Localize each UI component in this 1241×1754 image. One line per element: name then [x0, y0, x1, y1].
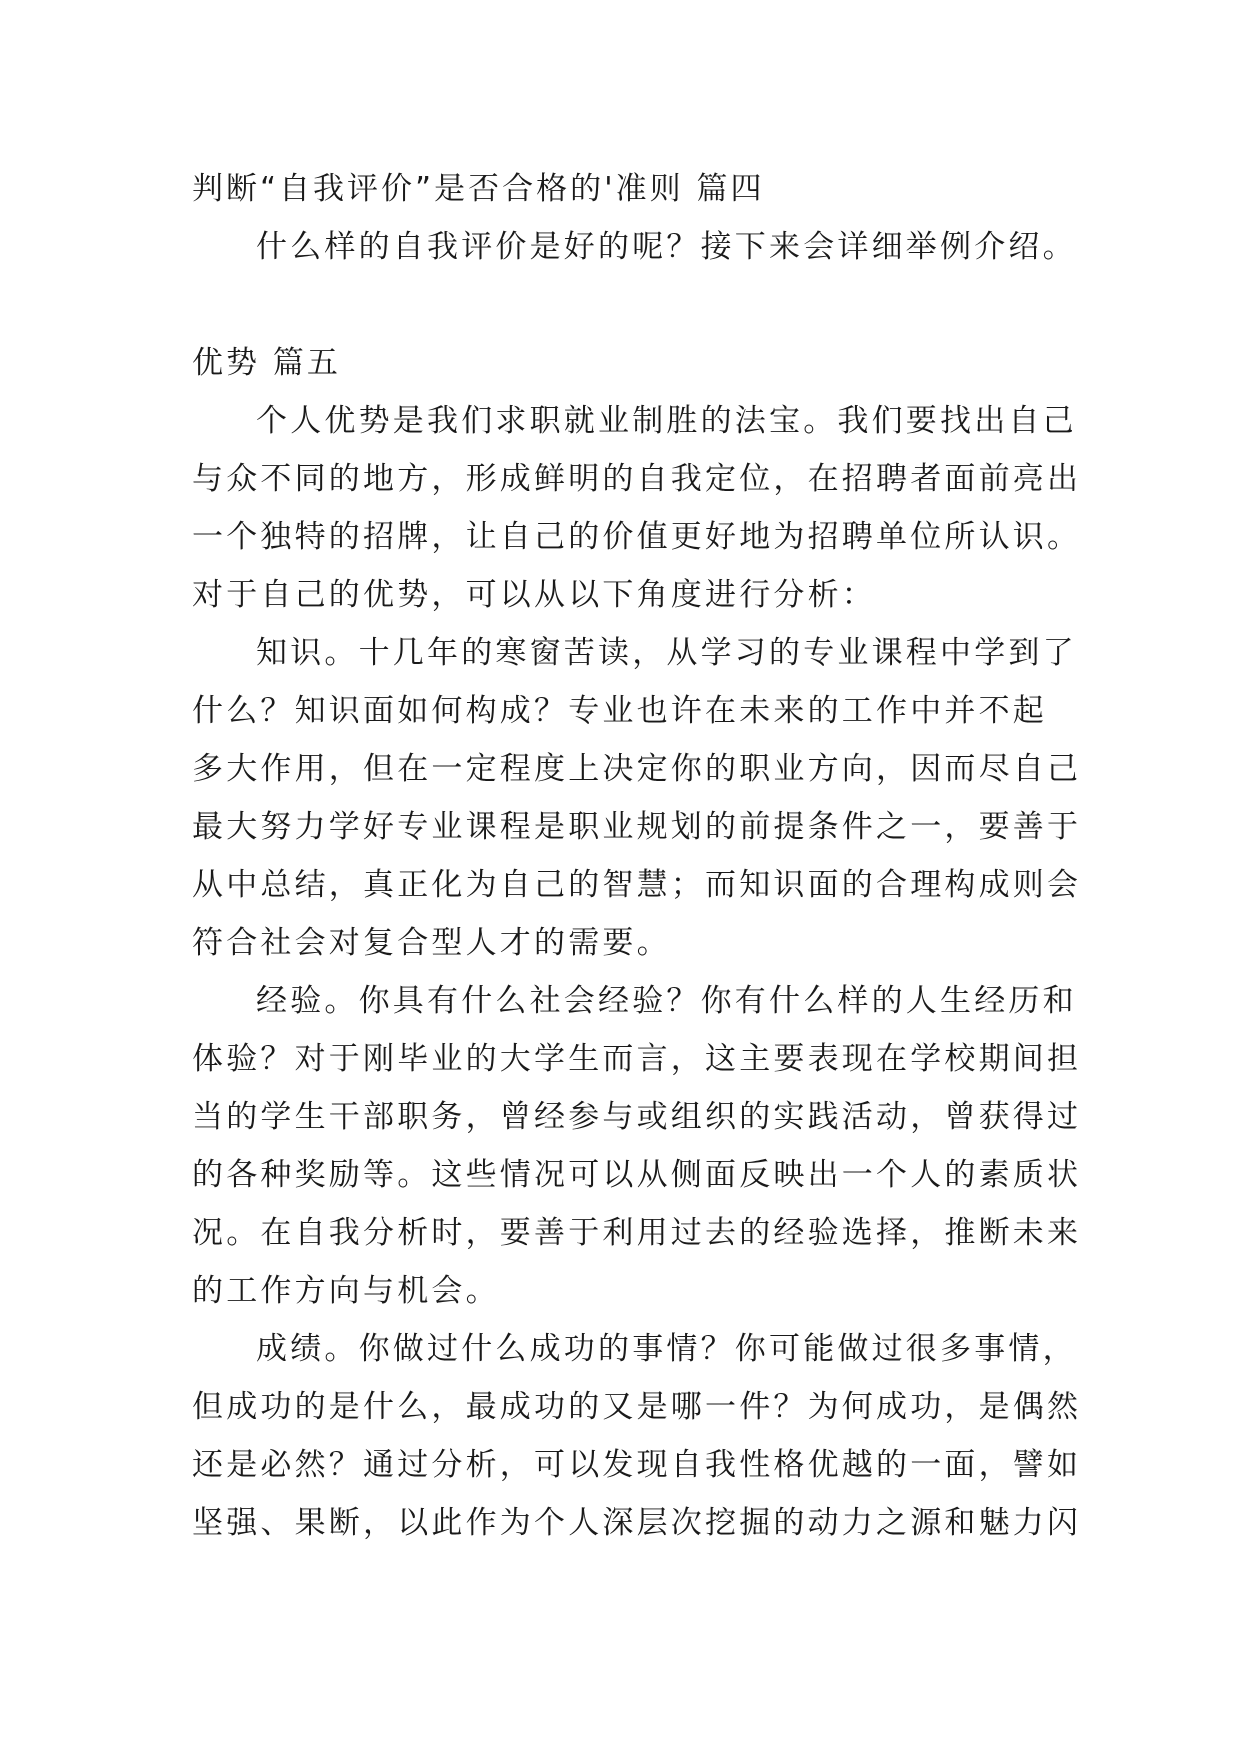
- text-line: 知识。十几年的寒窗苦读，从学习的专业课程中学到了: [256, 635, 1077, 671]
- text-line: 什么？知识面如何构成？专业也许在未来的工作中并不起: [192, 693, 1047, 729]
- text-line: 成绩。你做过什么成功的事情？你可能做过很多事情，: [256, 1331, 1077, 1367]
- text-line: 还是必然？通过分析，可以发现自我性格优越的一面，譬如: [192, 1447, 1082, 1483]
- knowledge-paragraph: [192, 624, 1082, 972]
- text-line: 什么样的自我评价是好的呢？接下来会详细举例介绍。: [256, 229, 1077, 265]
- section-4-paragraph: [192, 218, 1077, 276]
- text-line: 与众不同的地方，形成鲜明的自我定位，在招聘者面前亮出: [192, 461, 1082, 497]
- text-line: 多大作用，但在一定程度上决定你的职业方向，因而尽自己: [192, 751, 1082, 787]
- text-line: 个人优势是我们求职就业制胜的法宝。我们要找出自己: [256, 403, 1077, 439]
- section-4-heading: 判断“自我评价”是否合格的'准则 篇四: [192, 171, 765, 207]
- document-body: [192, 160, 1082, 1552]
- text-line: 经验。你具有什么社会经验？你有什么样的人生经历和: [256, 983, 1077, 1019]
- text-line: 况。在自我分析时，要善于利用过去的经验选择，推断未来: [192, 1215, 1082, 1251]
- text-line: 符合社会对复合型人才的需要。: [192, 925, 671, 961]
- experience-paragraph: [192, 972, 1082, 1320]
- text-line: 但成功的是什么，最成功的又是哪一件？为何成功，是偶然: [192, 1389, 1082, 1425]
- blank-line: [192, 276, 1072, 334]
- text-line: 最大努力学好专业课程是职业规划的前提条件之一，要善于: [192, 809, 1082, 845]
- achievement-paragraph: [192, 1320, 1082, 1552]
- text-line: 坚强、果断，以此作为个人深层次挖掘的动力之源和魅力闪: [192, 1505, 1082, 1541]
- intro-paragraph: [192, 392, 1082, 624]
- text-line: 从中总结，真正化为自己的智慧；而知识面的合理构成则会: [192, 867, 1082, 903]
- text-line: 一个独特的招牌，让自己的价值更好地为招聘单位所认识。: [192, 519, 1082, 555]
- section-5-heading: 优势 篇五: [192, 345, 341, 381]
- text-line: 的各种奖励等。这些情况可以从侧面反映出一个人的素质状: [192, 1157, 1082, 1193]
- text-line: 的工作方向与机会。: [192, 1273, 500, 1309]
- text-line: 当的学生干部职务，曾经参与或组织的实践活动，曾获得过: [192, 1099, 1082, 1135]
- text-line: 对于自己的优势，可以从以下角度进行分析：: [192, 577, 876, 613]
- text-line: 体验？对于刚毕业的大学生而言，这主要表现在学校期间担: [192, 1041, 1082, 1077]
